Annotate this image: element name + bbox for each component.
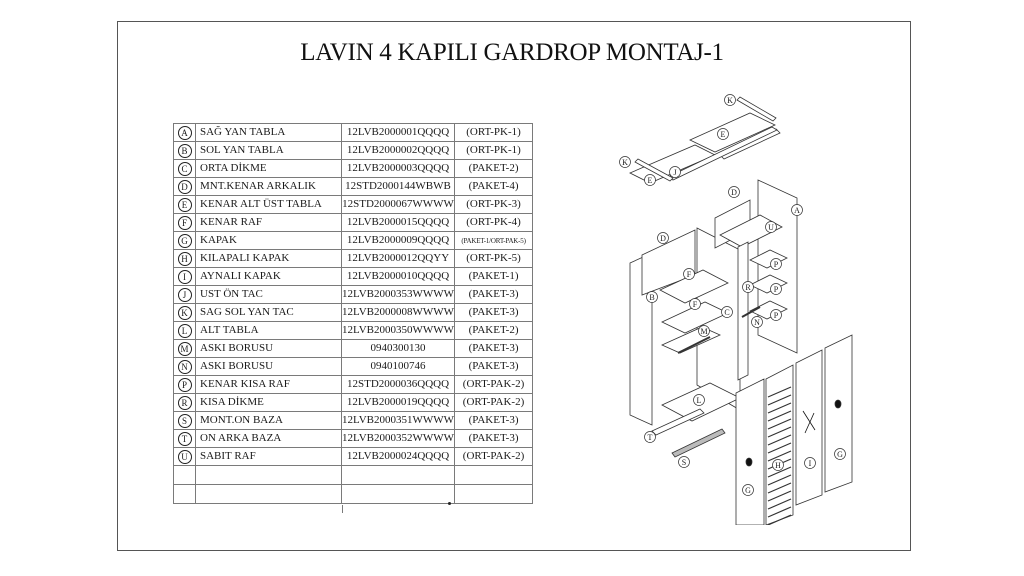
part-label	[690, 299, 701, 310]
part-name: SABIT RAF	[200, 450, 256, 462]
empty-cell	[196, 485, 342, 504]
part-package: (ORT-PK-4)	[466, 216, 521, 228]
part-label	[725, 95, 736, 106]
part-code-cell	[342, 430, 455, 448]
door-i	[796, 350, 822, 505]
part-name: KENAR KISA RAF	[200, 378, 290, 390]
part-package-cell	[455, 214, 533, 232]
part-name-cell	[196, 412, 342, 430]
part-label	[771, 284, 782, 295]
empty-cell	[455, 466, 533, 485]
part-label	[645, 432, 656, 443]
part-name-cell	[196, 250, 342, 268]
part-name: MONT.ON BAZA	[200, 414, 283, 426]
part-letter-cell	[174, 196, 196, 214]
part-letter: M	[178, 342, 192, 356]
part-package: (ORT-PAK-2)	[462, 450, 525, 462]
base-s	[672, 429, 725, 457]
part-letter-cell	[174, 232, 196, 250]
svg-text:T: T	[647, 432, 653, 442]
part-letter-cell	[174, 250, 196, 268]
part-name: SAG SOL YAN TAC	[200, 306, 294, 318]
part-letter: C	[178, 162, 192, 176]
part-letter: F	[178, 216, 192, 230]
part-code-cell	[342, 340, 455, 358]
doors	[736, 335, 852, 525]
part-package: (PAKET-3)	[468, 288, 519, 300]
part-name-cell	[196, 304, 342, 322]
empty-cell	[174, 485, 196, 504]
part-label	[773, 460, 784, 471]
handle-right	[835, 400, 841, 408]
part-package-cell	[455, 322, 533, 340]
part-label	[718, 129, 729, 140]
part-name: KILAPALI KAPAK	[200, 252, 290, 264]
part-label	[620, 157, 631, 168]
part-letter-cell	[174, 340, 196, 358]
part-letter-cell	[174, 286, 196, 304]
table-row	[174, 178, 533, 196]
part-code: 12STD2000144WBWB	[345, 180, 451, 192]
empty-row	[174, 485, 533, 504]
part-code-cell	[342, 268, 455, 286]
part-package-cell	[455, 376, 533, 394]
table-row	[174, 196, 533, 214]
table-row	[174, 358, 533, 376]
svg-text:P: P	[773, 284, 779, 294]
table-row	[174, 232, 533, 250]
part-package: (PAKET-1/ORT-PAK-5)	[461, 236, 526, 245]
part-label	[670, 167, 681, 178]
part-label	[792, 205, 803, 216]
table-row	[174, 340, 533, 358]
part-name: KENAR ALT ÜST TABLA	[200, 198, 322, 210]
part-label	[771, 310, 782, 321]
part-name: ON ARKA BAZA	[200, 432, 282, 444]
part-code: 12LVB2000009QQQQ	[346, 234, 450, 246]
part-code: 12LVB2000012QQYY	[346, 252, 450, 264]
part-letter-cell	[174, 160, 196, 178]
svg-text:E: E	[647, 175, 653, 185]
part-code: 12LVB2000001QQQQ	[346, 126, 450, 138]
part-letter-cell	[174, 358, 196, 376]
table-row	[174, 376, 533, 394]
svg-text:L: L	[696, 395, 702, 405]
svg-text:G: G	[837, 449, 843, 459]
empty-cell	[174, 466, 196, 485]
part-name: ASKI BORUSU	[200, 360, 274, 372]
part-code-cell	[342, 286, 455, 304]
part-package-cell	[455, 196, 533, 214]
svg-text:A: A	[794, 205, 800, 215]
svg-text:H: H	[775, 460, 781, 470]
svg-text:F: F	[692, 299, 698, 309]
part-name-cell	[196, 430, 342, 448]
part-label	[647, 292, 658, 303]
part-letter-cell	[174, 394, 196, 412]
part-code-cell	[342, 394, 455, 412]
part-package-cell	[455, 358, 533, 376]
part-code-cell	[342, 322, 455, 340]
part-package: (PAKET-3)	[468, 414, 519, 426]
part-code: 12STD2000067WWWW	[342, 198, 454, 210]
table-row	[174, 214, 533, 232]
part-code-cell	[342, 178, 455, 196]
part-name-cell	[196, 358, 342, 376]
part-label	[658, 233, 669, 244]
part-letter-cell	[174, 142, 196, 160]
part-code: 12LVB2000003QQQQ	[346, 162, 450, 174]
part-code: 0940300130	[370, 342, 426, 354]
part-code-cell	[342, 232, 455, 250]
part-name: SAĞ YAN TABLA	[200, 126, 286, 138]
table-row	[174, 448, 533, 466]
part-package: (ORT-PAK-2)	[462, 378, 525, 390]
part-package-cell	[455, 232, 533, 250]
part-package-cell	[455, 430, 533, 448]
part-package: (ORT-PAK-2)	[462, 396, 525, 408]
part-name: KAPAK	[200, 234, 237, 246]
part-name-cell	[196, 286, 342, 304]
part-name-cell	[196, 214, 342, 232]
table-row	[174, 286, 533, 304]
part-name-cell	[196, 178, 342, 196]
part-package: (PAKET-1)	[468, 270, 519, 282]
table-row	[174, 322, 533, 340]
part-name: KISA DİKME	[200, 396, 264, 408]
part-name: ASKI BORUSU	[200, 342, 274, 354]
part-letter-cell	[174, 430, 196, 448]
part-code-cell	[342, 196, 455, 214]
part-name: MNT.KENAR ARKALIK	[200, 180, 316, 192]
page-title: LAVIN 4 KAPILI GARDROP MONTAJ-1	[300, 39, 724, 66]
part-letter-cell	[174, 412, 196, 430]
part-code: 12LVB2000350WWWW	[342, 324, 455, 336]
part-code: 12LVB2000010QQQQ	[346, 270, 450, 282]
svg-text:F: F	[686, 269, 692, 279]
part-name: ORTA DİKME	[200, 162, 267, 174]
part-code: 12LVB2000019QQQQ	[346, 396, 450, 408]
part-letter-cell	[174, 376, 196, 394]
svg-text:S: S	[681, 457, 687, 467]
svg-text:U: U	[768, 222, 774, 232]
part-code-cell	[342, 160, 455, 178]
part-letter: J	[178, 288, 192, 302]
part-letter-cell	[174, 304, 196, 322]
svg-text:D: D	[731, 187, 737, 197]
part-letter: R	[178, 396, 192, 410]
door-h	[766, 365, 793, 525]
part-code: 12LVB2000352WWWW	[342, 432, 455, 444]
top-panels	[630, 97, 780, 183]
part-letter: G	[178, 234, 192, 248]
parts-table	[173, 123, 533, 504]
svg-text:P: P	[773, 310, 779, 320]
part-name-cell	[196, 394, 342, 412]
svg-text:M: M	[700, 326, 708, 336]
part-letter: T	[178, 432, 192, 446]
part-package: (ORT-PK-1)	[466, 126, 521, 138]
part-letter-cell	[174, 448, 196, 466]
part-letter: K	[178, 306, 192, 320]
part-package-cell	[455, 412, 533, 430]
part-name-cell	[196, 448, 342, 466]
empty-row	[174, 466, 533, 485]
svg-text:J: J	[673, 167, 677, 177]
part-letter: A	[178, 126, 192, 140]
part-package: (PAKET-3)	[468, 342, 519, 354]
svg-text:K: K	[727, 95, 733, 105]
empty-cell	[342, 466, 455, 485]
table-row	[174, 304, 533, 322]
part-package-cell	[455, 142, 533, 160]
part-package-cell	[455, 178, 533, 196]
part-letter-cell	[174, 268, 196, 286]
part-code-cell	[342, 358, 455, 376]
part-letter-cell	[174, 178, 196, 196]
part-package: (PAKET-2)	[468, 324, 519, 336]
table-row	[174, 142, 533, 160]
part-letter: I	[178, 270, 192, 284]
part-code: 12STD2000036QQQQ	[346, 378, 450, 390]
svg-text:D: D	[660, 233, 666, 243]
table-row	[174, 412, 533, 430]
part-name-cell	[196, 196, 342, 214]
svg-text:C: C	[724, 307, 730, 317]
table-row	[174, 430, 533, 448]
part-label	[752, 317, 763, 328]
part-package-cell	[455, 286, 533, 304]
part-name-cell	[196, 142, 342, 160]
part-label	[684, 269, 695, 280]
table-row	[174, 124, 533, 142]
part-name-cell	[196, 322, 342, 340]
part-code-cell	[342, 124, 455, 142]
part-code: 12LVB2000015QQQQ	[346, 216, 450, 228]
part-letter: H	[178, 252, 192, 266]
left-carcass	[630, 228, 740, 457]
part-label	[805, 458, 816, 469]
svg-text:N: N	[754, 317, 760, 327]
table-dot	[448, 502, 451, 505]
svg-text:G: G	[745, 485, 751, 495]
part-package-cell	[455, 160, 533, 178]
part-name: AYNALI KAPAK	[200, 270, 281, 282]
part-name: KENAR RAF	[200, 216, 263, 228]
empty-cell	[455, 485, 533, 504]
part-package: (PAKET-3)	[468, 432, 519, 444]
part-package-cell	[455, 124, 533, 142]
part-letter: D	[178, 180, 192, 194]
part-name-cell	[196, 340, 342, 358]
part-name-cell	[196, 160, 342, 178]
part-package-cell	[455, 340, 533, 358]
svg-text:R: R	[745, 282, 751, 292]
part-package: (ORT-PK-5)	[466, 252, 521, 264]
part-name: ALT TABLA	[200, 324, 259, 336]
part-label	[771, 259, 782, 270]
part-label	[645, 175, 656, 186]
table-tail-line	[342, 505, 343, 513]
part-letter-cell	[174, 214, 196, 232]
part-name-cell	[196, 268, 342, 286]
table-row	[174, 160, 533, 178]
part-letter-cell	[174, 322, 196, 340]
part-name: SOL YAN TABLA	[200, 144, 284, 156]
part-label	[699, 326, 710, 337]
panel-r	[738, 242, 748, 380]
part-letter-cell	[174, 124, 196, 142]
part-label	[766, 222, 777, 233]
part-package: (ORT-PK-1)	[466, 144, 521, 156]
assembly-diagram	[600, 85, 900, 525]
part-code-cell	[342, 448, 455, 466]
part-label	[743, 282, 754, 293]
svg-text:P: P	[773, 259, 779, 269]
part-code-cell	[342, 412, 455, 430]
part-package: (PAKET-2)	[468, 162, 519, 174]
part-code: 0940100746	[370, 360, 426, 372]
part-code: 12LVB2000002QQQQ	[346, 144, 450, 156]
part-code: 12LVB2000008WWWW	[342, 306, 455, 318]
part-letter: E	[178, 198, 192, 212]
part-package-cell	[455, 250, 533, 268]
part-name: UST ÖN TAC	[200, 288, 263, 300]
table-row	[174, 250, 533, 268]
part-letter: N	[178, 360, 192, 374]
part-code: 12LVB2000024QQQQ	[346, 450, 450, 462]
part-label	[743, 485, 754, 496]
part-package: (PAKET-3)	[468, 360, 519, 372]
part-label	[694, 395, 705, 406]
empty-cell	[196, 466, 342, 485]
table-row	[174, 394, 533, 412]
part-name-cell	[196, 124, 342, 142]
part-package-cell	[455, 394, 533, 412]
part-label	[729, 187, 740, 198]
part-package: (PAKET-3)	[468, 306, 519, 318]
part-letter: B	[178, 144, 192, 158]
handle-left	[746, 458, 752, 466]
part-letter: S	[178, 414, 192, 428]
door-g-left	[736, 379, 764, 525]
part-package: (ORT-PK-3)	[466, 198, 521, 210]
part-code-cell	[342, 142, 455, 160]
part-label	[722, 307, 733, 318]
part-package-cell	[455, 448, 533, 466]
svg-text:E: E	[720, 129, 726, 139]
svg-text:B: B	[649, 292, 655, 302]
part-package-cell	[455, 304, 533, 322]
svg-text:I: I	[808, 458, 812, 468]
part-code-cell	[342, 214, 455, 232]
table-row	[174, 268, 533, 286]
part-code: 12LVB2000351WWWW	[342, 414, 455, 426]
svg-text:K: K	[622, 157, 628, 167]
part-label	[835, 449, 846, 460]
door-g-right	[825, 335, 852, 492]
part-package-cell	[455, 268, 533, 286]
part-label	[679, 457, 690, 468]
part-letter: P	[178, 378, 192, 392]
part-letter: L	[178, 324, 192, 338]
part-name-cell	[196, 232, 342, 250]
part-letter: U	[178, 450, 192, 464]
empty-cell	[342, 485, 455, 504]
part-name-cell	[196, 376, 342, 394]
part-package: (PAKET-4)	[468, 180, 519, 192]
part-code-cell	[342, 250, 455, 268]
part-code: 12LVB2000353WWWW	[342, 288, 455, 300]
part-code-cell	[342, 376, 455, 394]
part-code-cell	[342, 304, 455, 322]
